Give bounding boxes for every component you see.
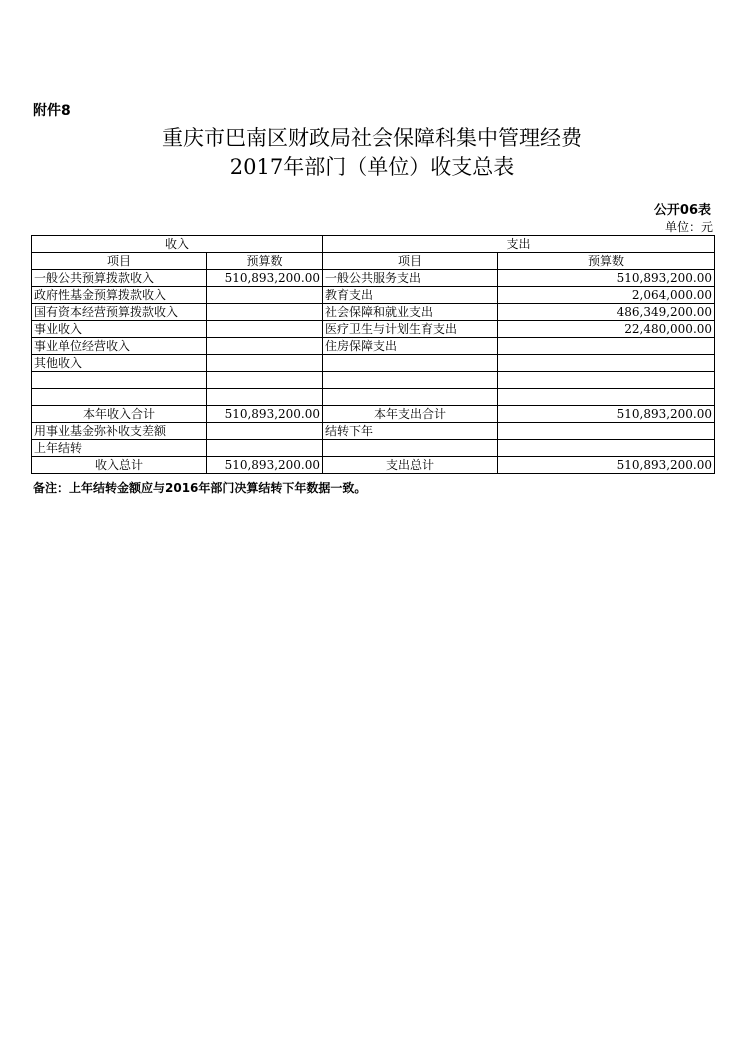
income-amount [207,338,323,355]
expense-subtotal-label: 本年支出合计 [323,406,498,423]
income-amount [207,287,323,304]
expense-item: 结转下年 [323,423,498,440]
expense-budget-header: 预算数 [498,253,715,270]
expense-amount [498,372,715,389]
income-budget-header: 预算数 [207,253,323,270]
income-amount [207,389,323,406]
expense-amount [498,355,715,372]
income-item: 一般公共预算拨款收入 [32,270,207,287]
expense-item: 教育支出 [323,287,498,304]
expense-amount: 510,893,200.00 [498,270,715,287]
income-amount [207,355,323,372]
income-item [32,389,207,406]
header-row-groups [32,236,715,253]
income-header: 收入 [32,236,323,253]
expense-amount [498,389,715,406]
subtotal-row [32,406,715,423]
income-amount [207,372,323,389]
page-title: 重庆市巴南区财政局社会保障科集中管理经费 [162,126,582,150]
expense-item: 医疗卫生与计划生育支出 [323,321,498,338]
attachment-label: 附件8 [33,103,71,119]
income-subtotal-label: 本年收入合计 [32,406,207,423]
expense-item: 一般公共服务支出 [323,270,498,287]
table-row [32,270,715,287]
expense-amount: 2,064,000.00 [498,287,715,304]
table-row [32,321,715,338]
expense-amount: 22,480,000.00 [498,321,715,338]
expense-header: 支出 [323,236,715,253]
income-item: 其他收入 [32,355,207,372]
footnote: 备注：上年结转金额应与2016年部门决算结转下年数据一致。 [33,481,367,495]
expense-item: 住房保障支出 [323,338,498,355]
table-row [32,423,715,440]
income-item: 事业收入 [32,321,207,338]
income-item: 国有资本经营预算拨款收入 [32,304,207,321]
income-total-label: 收入总计 [32,457,207,474]
expense-amount [498,423,715,440]
expense-item [323,389,498,406]
income-amount: 510,893,200.00 [207,270,323,287]
table-row [32,355,715,372]
income-amount [207,304,323,321]
income-item: 用事业基金弥补收支差额 [32,423,207,440]
table-row [32,389,715,406]
expense-total-amount: 510,893,200.00 [498,457,715,474]
table-row [32,338,715,355]
total-row [32,457,715,474]
table-row [32,287,715,304]
income-item [32,372,207,389]
income-total-amount: 510,893,200.00 [207,457,323,474]
expense-amount [498,338,715,355]
table-row [32,440,715,457]
income-item: 上年结转 [32,440,207,457]
table-row [32,372,715,389]
expense-item [323,355,498,372]
expense-amount [498,440,715,457]
form-number: 公开06表 [653,203,711,218]
income-item-header: 项目 [32,253,207,270]
expense-item-header: 项目 [323,253,498,270]
expense-total-label: 支出总计 [323,457,498,474]
header-row-columns [32,253,715,270]
expense-item: 社会保障和就业支出 [323,304,498,321]
income-amount [207,321,323,338]
budget-table [31,235,715,474]
income-item: 事业单位经营收入 [32,338,207,355]
unit-label: 单位：元 [664,220,713,234]
expense-item [323,372,498,389]
income-item: 政府性基金预算拨款收入 [32,287,207,304]
income-amount [207,423,323,440]
expense-amount: 486,349,200.00 [498,304,715,321]
income-amount [207,440,323,457]
page-subtitle: 2017年部门（单位）收支总表 [229,155,515,179]
income-subtotal-amount: 510,893,200.00 [207,406,323,423]
expense-item [323,440,498,457]
table-row [32,304,715,321]
expense-subtotal-amount: 510,893,200.00 [498,406,715,423]
